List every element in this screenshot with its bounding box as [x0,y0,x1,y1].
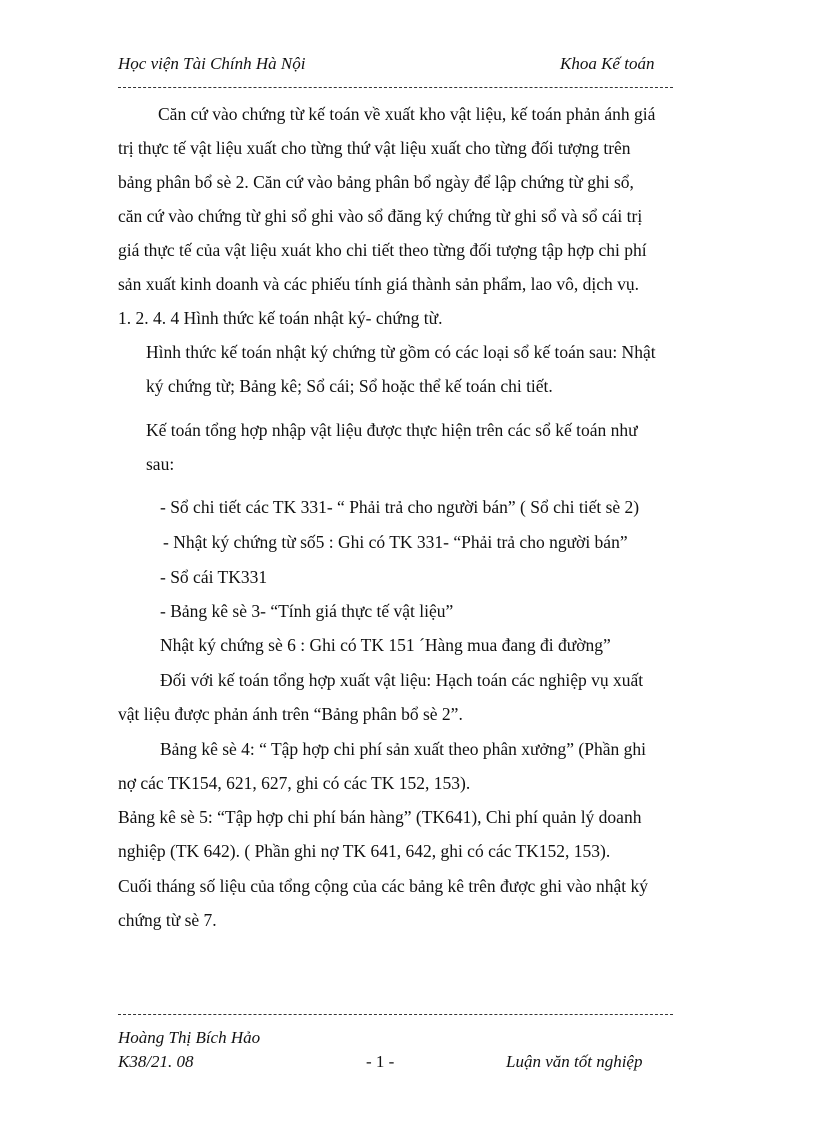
body-line: sau: [146,454,175,474]
footer-document-type: Luận văn tốt nghiệp [506,1052,643,1071]
body-line: bảng phân bổ sè 2. Căn cứ vào bảng phân bổ ngày để lập chứng từ ghi sổ, [118,172,634,192]
header-divider [118,87,673,88]
body-line: Căn cứ vào chứng từ kế toán về xuất kho vật liệu, kế toán phản ánh giá [158,104,656,124]
body-line: căn cứ vào chứng từ ghi sổ ghi vào sổ đăng ký chứng từ ghi sổ và sổ cái trị [118,206,643,226]
body-line: Nhật ký chứng sè 6 : Ghi có TK 151 ´Hàng mua đang đi đường” [160,635,611,655]
body-line: ký chứng từ; Bảng kê; Sổ cái; Sổ hoặc thể kế toán chi tiết. [146,376,553,396]
list-item: - Bảng kê sè 3- “Tính giá thực tế vật liệu” [160,601,454,621]
list-item: - Sổ chi tiết các TK 331- “ Phải trả cho người bán” ( Sổ chi tiết sè 2) [160,497,640,517]
body-line: chứng từ sè 7. [118,910,217,930]
body-line: nợ các TK154, 621, 627, ghi có các TK 152, 153). [118,773,471,793]
body-line: Bảng kê sè 4: “ Tập hợp chi phí sản xuất theo phân xưởng” (Phần ghi [160,739,646,759]
body-line: Kế toán tổng hợp nhập vật liệu được thực hiện trên các sổ kế toán như [146,420,638,440]
footer-class-code: K38/21. 08 [118,1052,194,1071]
page-number: - 1 - [366,1052,395,1071]
section-heading: 1. 2. 4. 4 Hình thức kế toán nhật ký- chứng từ. [118,308,443,328]
body-line: trị thực tế vật liệu xuất cho từng thứ vật liệu xuất cho từng đối tượng trên [118,138,631,158]
footer-author: Hoàng Thị Bích Hảo [118,1028,261,1047]
list-item: - Sổ cái TK331 [160,567,268,587]
header-institution: Học viện Tài Chính Hà Nội [118,54,306,73]
footer-divider [118,1014,673,1015]
list-item: - Nhật ký chứng từ số5 : Ghi có TK 331- “Phải trả cho người bán” [163,532,628,552]
body-line: nghiệp (TK 642). ( Phần ghi nợ TK 641, 642, ghi có các TK152, 153). [118,841,611,861]
body-line: giá thực tế của vật liệu xuát kho chi tiết theo từng đối tượng tập hợp chi phí [118,240,647,260]
header-department: Khoa Kế toán [560,54,655,73]
body-line: vật liệu được phản ánh trên “Bảng phân bổ sè 2”. [118,704,463,724]
body-line: Bảng kê sè 5: “Tập hợp chi phí bán hàng” (TK641), Chi phí quản lý doanh [118,807,642,827]
body-line: sản xuất kinh doanh và các phiếu tính giá thành sản phẩm, lao vô, dịch vụ. [118,274,639,294]
body-line: Đối với kế toán tổng hợp xuất vật liệu: Hạch toán các nghiệp vụ xuất [160,670,644,690]
body-line: Cuối tháng số liệu của tổng cộng của các bảng kê trên được ghi vào nhật ký [118,876,648,896]
body-line: Hình thức kế toán nhật ký chứng từ gồm có các loại sổ kế toán sau: Nhật [146,342,656,362]
